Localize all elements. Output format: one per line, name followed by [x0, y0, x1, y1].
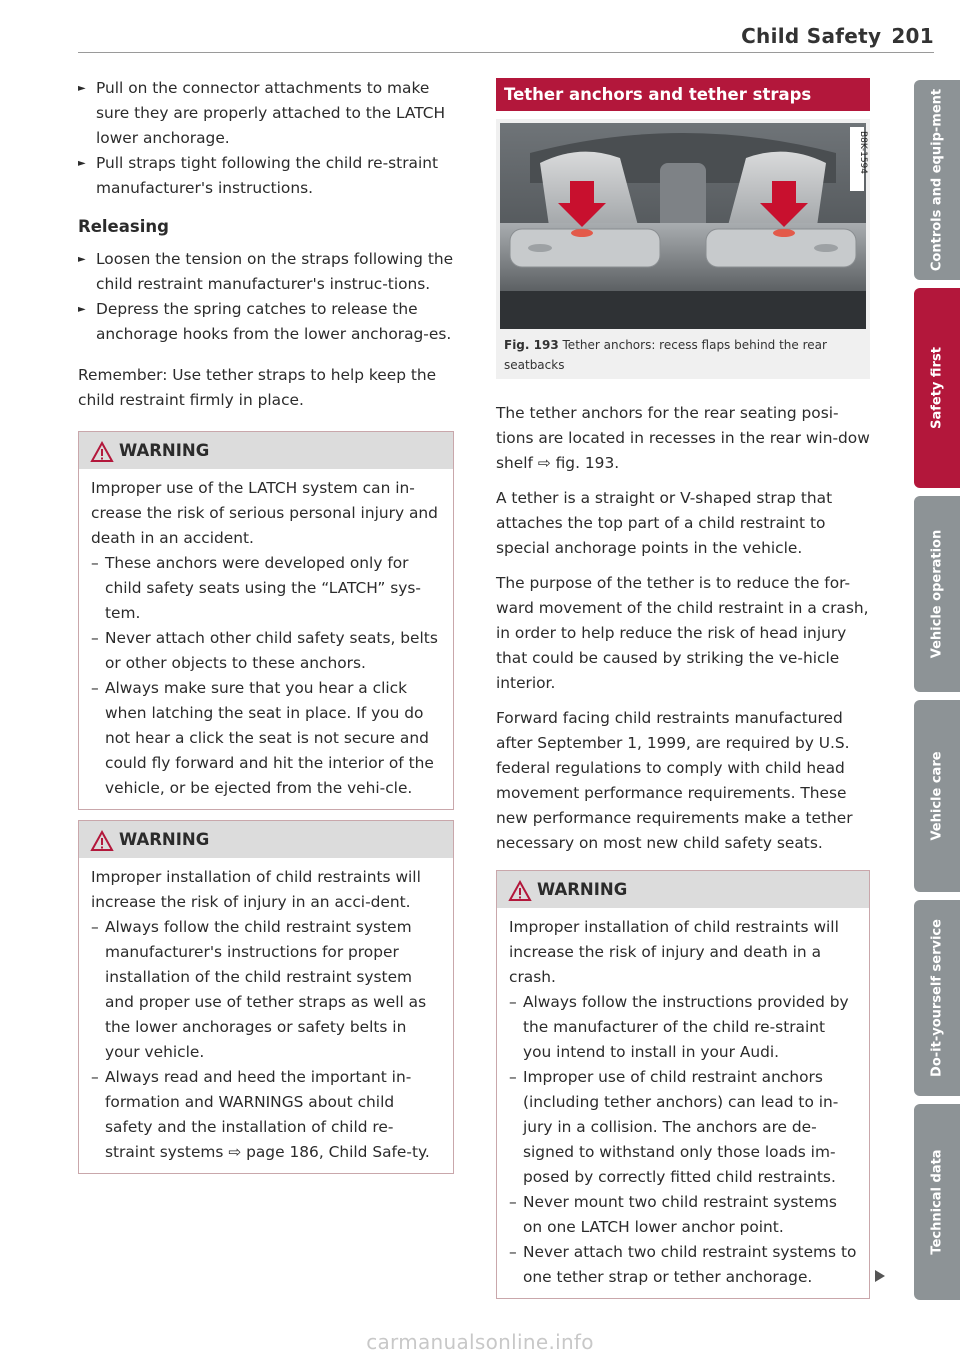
tab-vehicle-operation[interactable]: [914, 496, 960, 692]
warning-box-installation: [78, 820, 454, 1174]
warning-intro: Improper use of the LATCH system can in-crease the risk of serious personal injury and death in an accident.: [91, 479, 438, 547]
warning-item: – Always follow the child restraint system manufacturer's instructions for proper installation of the child restraint system and proper use of tether straps as well as the lower anchorages or safety belts in your vehicle.: [91, 915, 441, 1065]
warning-item-text: Always read and heed the important in-formation and WARNINGS about child safety and the installation of child re-straint systems ⇨ page 186, Child Safe-ty.: [105, 1068, 430, 1161]
releasing-heading: Releasing: [78, 217, 169, 236]
warning-box-latch: [78, 431, 454, 810]
page-number: 201: [891, 24, 934, 48]
warning-intro: Improper installation of child restraints will increase the risk of injury in an acci-dent.: [91, 868, 421, 911]
warning-triangle-icon: [91, 442, 113, 462]
tab-controls-and-equipment[interactable]: [914, 80, 960, 280]
warning-item: [91, 1065, 441, 1165]
tab-label: Safety first: [929, 347, 945, 429]
tab-label: Technical data: [929, 1149, 945, 1255]
paragraph: The purpose of the tether is to reduce the for-ward movement of the child restraint in a crash, in order to help reduce the risk of head injury that could be caused by striking the ve-hicle interior.: [496, 574, 869, 692]
bullet-item: ► Pull on the connector attachments to make sure they are properly attached to the LATCH lower anchorage.: [78, 76, 454, 151]
figure-caption-text: Tether anchors: recess flaps behind the rear seatbacks: [504, 338, 827, 372]
paragraph: A tether is a straight or V-shaped strap that attaches the top part of a child restraint to special anchorage points in the vehicle.: [496, 489, 833, 557]
section-title: Tether anchors and tether straps: [496, 78, 870, 111]
tab-do-it-yourself-service[interactable]: [914, 900, 960, 1096]
tab-label: Controls and equip-ment: [929, 88, 945, 272]
tab-label: Do-it-yourself service: [929, 919, 945, 1077]
header-rule: [78, 52, 934, 53]
warning-box-installation-right: [496, 870, 870, 1299]
left-column: [78, 76, 454, 1174]
paragraph: The tether anchors for the rear seating posi-tions are located in recesses in the rear win-dow shelf ⇨ fig. 193.: [496, 404, 870, 472]
remember-note: Remember: Use tether straps to help keep the child restraint firmly in place.: [78, 366, 437, 409]
warning-item: – Never mount two child restraint systems on one LATCH lower anchor point.: [509, 1190, 857, 1240]
warning-title: WARNING: [119, 441, 210, 460]
warning-title: WARNING: [537, 880, 628, 899]
rear-shelf-illustration: [500, 123, 866, 329]
warning-header: [79, 821, 453, 858]
figure: [496, 119, 870, 379]
warning-triangle-icon: [509, 881, 531, 901]
warning-header: [497, 871, 869, 908]
page-header: [741, 24, 934, 48]
tab-label: Vehicle care: [929, 751, 945, 841]
figure-label: Fig. 193: [504, 338, 559, 352]
warning-title: WARNING: [119, 830, 210, 849]
warning-item: – These anchors were developed only for child safety seats using the “LATCH” sys-tem.: [91, 551, 441, 626]
tab-safety-first[interactable]: [914, 288, 960, 488]
bullet-item: ► Loosen the tension on the straps following the child restraint manufacturer's instruc-tions.: [78, 247, 454, 297]
warning-item: – Never attach other child safety seats, belts or other objects to these anchors.: [91, 626, 441, 676]
figure-caption: [500, 329, 866, 379]
warning-item: – Always follow the instructions provided by the manufacturer of the child re-straint you intend to install in your Audi.: [509, 990, 857, 1065]
tab-label: Vehicle operation: [929, 529, 945, 659]
warning-item: – Never attach two child restraint systems to one tether strap or tether anchorage.: [509, 1240, 857, 1290]
warning-header: [79, 432, 453, 469]
tab-vehicle-care[interactable]: [914, 700, 960, 892]
warning-item: – Improper use of child restraint anchors (including tether anchors) can lead to in-jury in a collision. The anchors are de-signed to withstand only those loads im-posed by correctly fitted child restraints.: [509, 1065, 857, 1190]
warning-intro: Improper installation of child restraints will increase the risk of injury and death in a crash.: [509, 918, 839, 986]
bullet-item: ► Depress the spring catches to release the anchorage hooks from the lower anchorag-es.: [78, 297, 454, 347]
continued-arrow-icon: [873, 1269, 887, 1283]
watermark: carmanualsonline.info: [366, 1330, 594, 1354]
bullet-item: ► Pull straps tight following the child re-straint manufacturer's instructions.: [78, 151, 454, 201]
tab-technical-data[interactable]: [914, 1104, 960, 1300]
figure-code: B8K-1594: [858, 131, 868, 175]
header-section-title: Child Safety: [741, 24, 882, 48]
warning-triangle-icon: [91, 831, 113, 851]
chapter-tabs: [914, 80, 960, 1300]
right-column: [496, 78, 870, 1299]
warning-item: – Always make sure that you hear a click when latching the seat in place. If you do not hear a click the seat is not secure and could fly forward and hit the interior of the vehicle, or be ejected from the vehi-cle.: [91, 676, 441, 801]
paragraph: Forward facing child restraints manufactured after September 1, 1999, are required by U.S. federal regulations to comply with child head movement performance requirements. These new performance requirements make a tether necessary on most new child safety seats.: [496, 709, 853, 852]
